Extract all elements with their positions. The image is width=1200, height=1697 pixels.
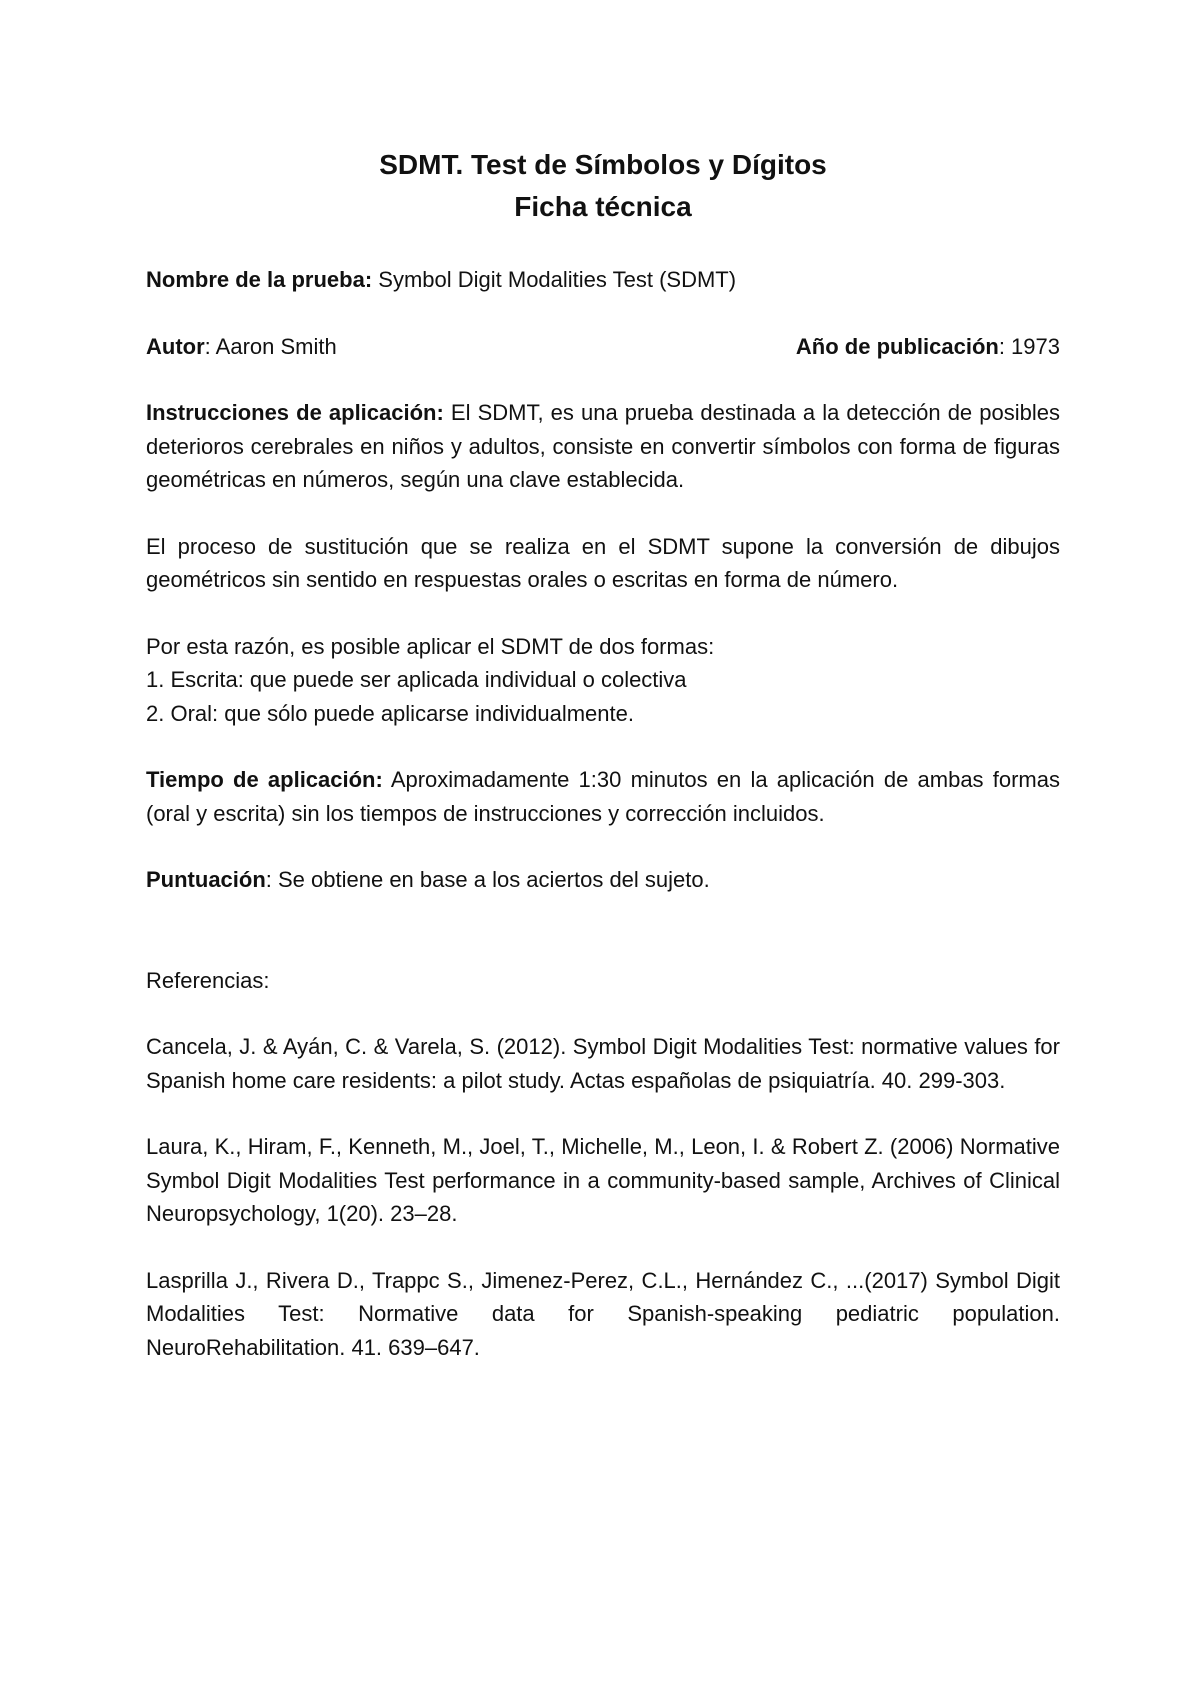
author-line — [146, 330, 337, 364]
year-line — [796, 330, 1060, 364]
author-label: Autor — [146, 333, 205, 359]
instructions-text: El SDMT, es una prueba destinada a la detección de posibles deterioros cerebrales en niños y adultos, consiste en convertir símbolos con forma de figuras geométricas en números, según una clave establecida. — [146, 400, 1060, 492]
reference-item-2: Laura, K., Hiram, F., Kenneth, M., Joel, T., Michelle, M., Leon, I. & Robert Z. (2006) Normative Symbol Digit Modalities Test performance in a community-based sample, Archives of Clinical Neuropsychology, 1(20). 23–28. — [146, 1134, 1060, 1226]
reference-item-3: Lasprilla J., Rivera D., Trappc S., Jimenez-Perez, C.L., Hernández C., ...(2017) Symbol Digit Modalities Test: Normative data for Spanish-speaking pediatric population. NeuroRehabilitation. 41. 639–647. — [146, 1267, 1060, 1360]
test-name-label: Nombre de la prueba: — [146, 267, 373, 292]
forms-item-1: 1. Escrita: que puede ser aplicada individual o colectiva — [146, 667, 687, 692]
score-text: : Se obtiene en base a los aciertos del sujeto. — [265, 867, 710, 892]
time-paragraph — [146, 763, 1060, 830]
test-name-line — [146, 263, 1060, 297]
score-paragraph — [146, 863, 1060, 897]
time-label: Tiempo de aplicación: — [146, 767, 383, 792]
document-body — [146, 144, 1060, 1397]
instructions-paragraph — [146, 396, 1060, 497]
title-line-1: SDMT. Test de Símbolos y Dígitos — [379, 149, 827, 180]
time-text: Aproximadamente 1:30 minutos en la aplicación de ambas formas (oral y escrita) sin los tiempos de instrucciones y corrección incluidos. — [146, 767, 1060, 826]
references-heading: Referencias: — [146, 967, 270, 993]
forms-intro: Por esta razón, es posible aplicar el SDMT de dos formas: — [146, 633, 715, 659]
reference-item-1: Cancela, J. & Ayán, C. & Varela, S. (2012). Symbol Digit Modalities Test: normative values for Spanish home care residents: a pilot study. Actas españolas de psiquiatría. 40. 299-303. — [146, 1034, 1060, 1093]
author-year-row — [146, 330, 1060, 364]
title-line-2: Ficha técnica — [514, 191, 692, 222]
author-value: : Aaron Smith — [204, 333, 337, 359]
year-value: : 1973 — [998, 333, 1060, 359]
process-paragraph: El proceso de sustitución que se realiza en el SDMT supone la conversión de dibujos geométricos sin sentido en respuestas orales o escritas en forma de número. — [146, 533, 1060, 592]
forms-item-2: 2. Oral: que sólo puede aplicarse individualmente. — [146, 700, 634, 726]
instructions-label: Instrucciones de aplicación: — [146, 400, 444, 425]
test-name-value: Symbol Digit Modalities Test (SDMT) — [372, 267, 737, 292]
year-label: Año de publicación — [795, 333, 999, 359]
score-label: Puntuación — [146, 867, 266, 892]
forms-list — [146, 630, 1060, 731]
